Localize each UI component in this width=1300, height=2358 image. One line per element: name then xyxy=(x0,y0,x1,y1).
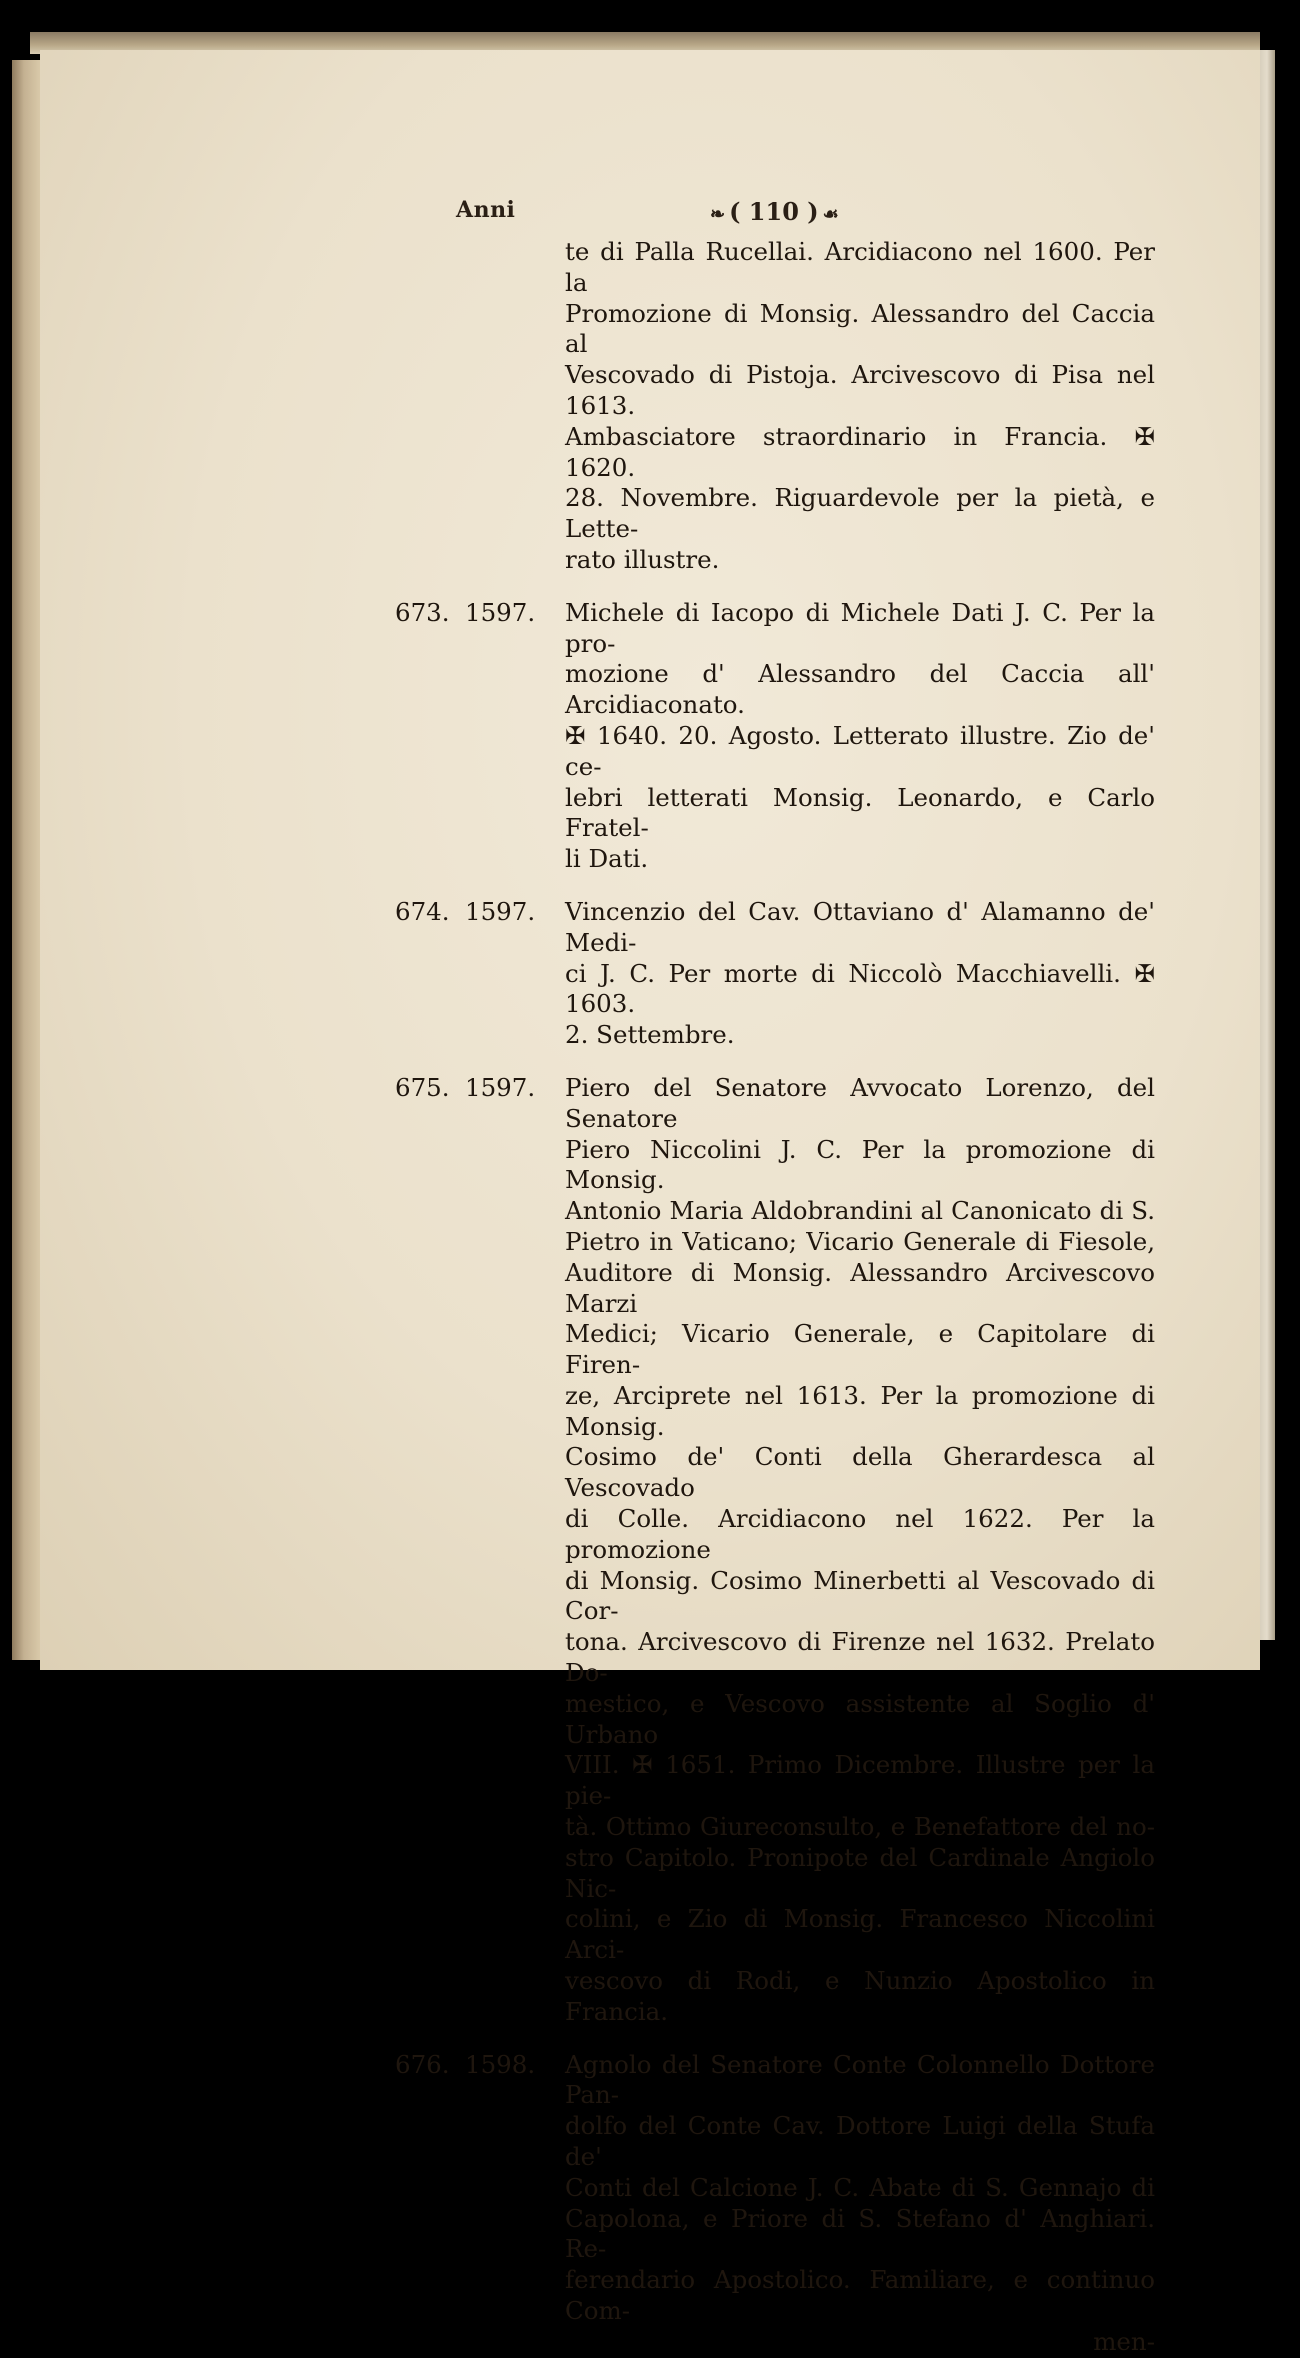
entry-line: Auditore di Monsig. Alessandro Arcivescovo Marzi xyxy=(565,1257,1155,1318)
entry-line: ✠ 1640. 20. Agosto. Letterato illustre. Zio de' ce- xyxy=(565,720,1155,781)
entry-continuation xyxy=(395,237,1155,576)
entry-number: 673. xyxy=(395,597,450,627)
entry-line: ferendario Apostolico. Familiare, e continuo Com- xyxy=(565,2265,1155,2325)
entry-year: 1597. xyxy=(465,1072,536,1102)
entry-line: Michele di Iacopo di Michele Dati J. C. Per la pro- xyxy=(565,597,1155,658)
entry-line: te di Palla Rucellai. Arcidiacono nel 1600. Per la xyxy=(565,237,1155,297)
entry-line: Vescovado di Pistoja. Arcivescovo di Pisa nel 1613. xyxy=(565,360,1155,420)
entry-number: 676. xyxy=(395,2049,450,2079)
entry-line: tà. Ottimo Giureconsulto, e Benefattore del no- xyxy=(565,1812,1155,1842)
entry-number: 675. xyxy=(395,1072,450,1102)
entry-line: VIII. ✠ 1651. Primo Dicembre. Illustre per la pie- xyxy=(565,1750,1155,1811)
entry-line: Ambasciatore straordinario in Francia. ✠ 1620. xyxy=(565,421,1155,482)
entry-line: tona. Arcivescovo di Firenze nel 1632. Prelato Do- xyxy=(565,1627,1155,1688)
entry-year: 1598. xyxy=(465,2049,536,2079)
page-header xyxy=(456,197,1156,231)
entry-673 xyxy=(395,598,1155,875)
catchword: men- xyxy=(1093,2326,1155,2356)
entry-year: 1597. xyxy=(465,896,536,926)
entry-line: colini, e Zio di Monsig. Francesco Niccolini Arci- xyxy=(565,1904,1155,1965)
entry-line: Conti del Calcione J. C. Abate di S. Gennajo di xyxy=(565,2172,1155,2202)
running-head: Anni xyxy=(456,197,516,223)
entry-line: Cosimo de' Conti della Gherardesca al Vescovado xyxy=(565,1442,1155,1503)
entry-line: vescovo di Rodi, e Nunzio Apostolico in Francia. xyxy=(565,1966,1155,2026)
entry-line: Piero Niccolini J. C. Per la promozione di Monsig. xyxy=(565,1134,1155,1195)
entry-line: di Monsig. Cosimo Minerbetti al Vescovado di Cor- xyxy=(565,1565,1155,1626)
entry-line: rato illustre. xyxy=(565,544,720,574)
ornament-right-icon: ☙ xyxy=(822,204,839,225)
entry-line: li Dati. xyxy=(565,844,649,874)
entry-line: Agnolo del Senatore Conte Colonnello Dottore Pan- xyxy=(565,2049,1155,2110)
entry-line: stro Capitolo. Pronipote del Cardinale Angiolo Nic- xyxy=(565,1842,1155,1903)
entry-line: Pietro in Vaticano; Vicario Generale di Fiesole, xyxy=(565,1226,1155,1256)
entry-line: Vincenzio del Cav. Ottaviano d' Alamanno de' Medi- xyxy=(565,896,1155,957)
entry-675 xyxy=(395,1073,1155,2028)
entry-line: Capolona, e Priore di S. Stefano d' Anghiari. Re- xyxy=(565,2203,1155,2264)
entry-line: Piero del Senatore Avvocato Lorenzo, del Senatore xyxy=(565,1072,1155,1133)
entry-674 xyxy=(395,897,1155,1051)
entry-line: Antonio Maria Aldobrandini al Canonicato di S. xyxy=(565,1196,1155,1226)
entry-year: 1597. xyxy=(465,597,536,627)
entry-line: di Colle. Arcidiacono nel 1622. Per la promozione xyxy=(565,1504,1155,1564)
ornament-left-icon: ❧ xyxy=(710,204,726,225)
entry-line: dolfo del Conte Cav. Dottore Luigi della Stufa de' xyxy=(565,2111,1155,2172)
entry-line: mozione d' Alessandro del Caccia all' Arcidiaconato. xyxy=(565,659,1155,720)
entry-line: ci J. C. Per morte di Niccolò Macchiavelli. ✠ 1603. xyxy=(565,958,1155,1019)
folio-text: ( 110 ) xyxy=(729,197,819,226)
entry-676 xyxy=(395,2050,1155,2358)
entry-line: ze, Arciprete nel 1613. Per la promozione di Monsig. xyxy=(565,1380,1155,1441)
entry-line: Medici; Vicario Generale, e Capitolare di Firen- xyxy=(565,1319,1155,1380)
entry-line: mestico, e Vescovo assistente al Soglio d' Urbano xyxy=(565,1688,1155,1749)
register-entries xyxy=(395,237,1155,2358)
entry-line: 28. Novembre. Riguardevole per la pietà, e Lette- xyxy=(565,483,1155,544)
entry-line: Promozione di Monsig. Alessandro del Caccia al xyxy=(565,298,1155,359)
entry-number: 674. xyxy=(395,896,450,926)
entry-line: 2. Settembre. xyxy=(565,1020,735,1050)
page-number xyxy=(706,197,843,226)
entry-line: lebri letterati Monsig. Leonardo, e Carlo Fratel- xyxy=(565,782,1155,843)
